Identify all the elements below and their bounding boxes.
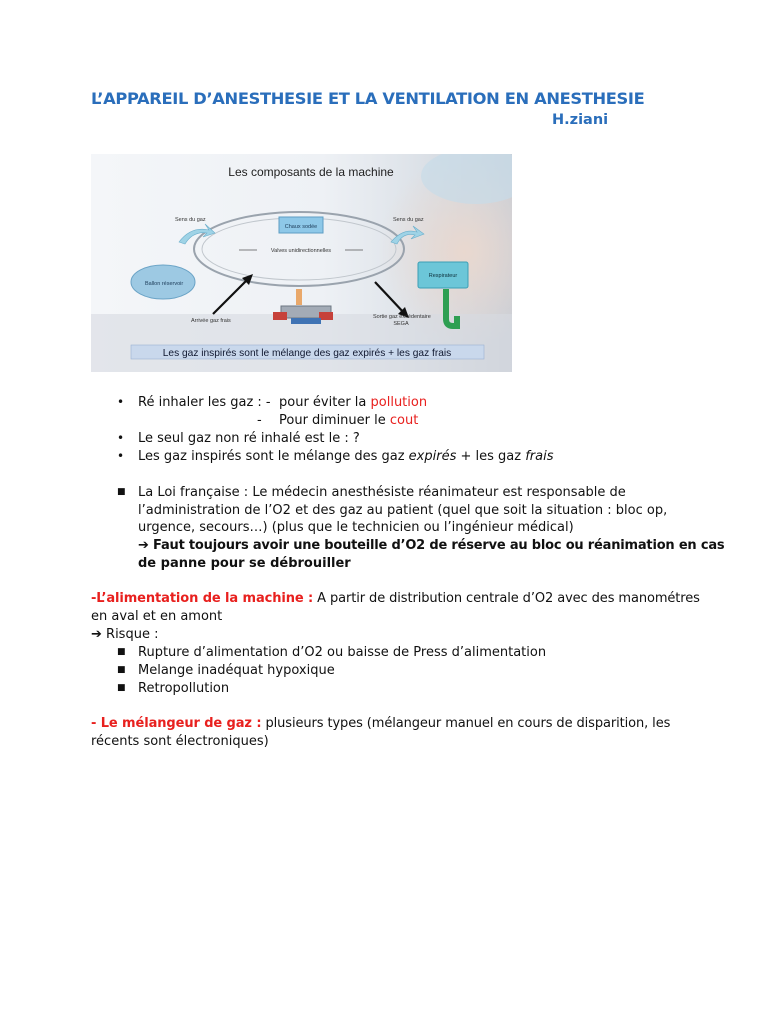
reinhale-prefix: Ré inhaler les gaz : -	[138, 395, 271, 410]
alimentation-heading: -L’alimentation de la machine :	[91, 591, 314, 606]
alimentation-line-1	[91, 590, 700, 608]
square-bullet: ■	[117, 683, 126, 693]
sens-gaz-right-label: Sens du gaz	[393, 217, 424, 223]
gaz-inspires-text-b: + les gaz	[456, 449, 526, 464]
alimentation-line-2: en aval et en amont	[91, 609, 223, 624]
list-subitem-cout	[279, 412, 418, 430]
risque-item: Melange inadéquat hypoxique	[138, 663, 335, 678]
valve-blue-part	[291, 318, 321, 324]
bullet-dot: •	[117, 395, 125, 409]
author-name: H.ziani	[552, 112, 609, 128]
ballon-label: Ballon réservoir	[145, 281, 184, 287]
list-item-reinhale	[138, 394, 271, 412]
figure-heading: Les composants de la machine	[228, 165, 394, 179]
loi-bold-line-2: de panne pour se débrouiller	[138, 556, 351, 571]
risque-item: Rupture d’alimentation d’O2 ou baisse de Press d’alimentation	[138, 645, 547, 660]
respirateur-label: Respirateur	[428, 273, 458, 279]
list-item-gaz-inspires	[138, 448, 553, 466]
expires-word: expirés	[408, 449, 457, 464]
valves-label: Valves unidirectionnelles	[270, 248, 332, 254]
machine-diagram	[91, 154, 512, 372]
valve-stem	[296, 289, 302, 305]
cout-word: cout	[389, 413, 419, 428]
frais-word: frais	[525, 449, 554, 464]
chaux-label: Chaux sodée	[284, 224, 318, 230]
bullet-dot: •	[117, 431, 125, 445]
valve-red-part-right	[319, 312, 333, 320]
risque-label: Risque :	[101, 627, 159, 642]
arrivee-label: Arrivée gaz frais	[191, 318, 231, 324]
loi-bold-text-1: Faut toujours avoir une bouteille d’O2 de réserve au bloc ou réanimation en cas	[148, 538, 725, 553]
risque-line	[91, 626, 158, 644]
loi-line-1: La Loi française : Le médecin anesthésiste réanimateur est responsable de	[138, 485, 626, 500]
machine-components-figure	[91, 154, 512, 372]
risque-item: Retropollution	[138, 681, 230, 696]
page-title: L’APPAREIL D’ANESTHESIE ET LA VENTILATION EN ANESTHESIE	[91, 89, 645, 108]
square-bullet: ■	[117, 487, 126, 497]
melangeur-line-1	[91, 715, 670, 733]
square-bullet: ■	[117, 665, 126, 675]
arrow-right-icon: ➔	[138, 538, 149, 553]
pollution-word: pollution	[370, 395, 428, 410]
loi-line-3: urgence, secours…) (plus que le technicien ou l’ingénieur médical)	[138, 520, 574, 535]
list-subitem-pollution	[279, 394, 427, 412]
list-item-gaz-non-reinhale: Le seul gaz non ré inhalé est le : ?	[138, 431, 360, 446]
pollution-text: pour éviter la	[279, 395, 371, 410]
subitem-dash: -	[257, 413, 262, 428]
alimentation-text-1: A partir de distribution centrale d’O2 avec des manométres	[313, 591, 700, 606]
sens-gaz-left-label: Sens du gaz	[175, 217, 206, 223]
melangeur-text-1: plusieurs types (mélangeur manuel en cours de disparition, les	[261, 716, 671, 731]
melangeur-heading: - Le mélangeur de gaz :	[91, 716, 262, 731]
arrow-right-icon: ➔	[91, 627, 102, 642]
loi-bold-line-1	[138, 537, 724, 555]
square-bullet: ■	[117, 647, 126, 657]
bullet-dot: •	[117, 449, 125, 463]
sega-label: SEGA	[393, 321, 409, 327]
valve-red-part-left	[273, 312, 287, 320]
melangeur-line-2: récents sont électroniques)	[91, 734, 269, 749]
cout-text: Pour diminuer le	[279, 413, 390, 428]
gaz-inspires-text-a: Les gaz inspirés sont le mélange des gaz	[138, 449, 409, 464]
loi-line-2: l’administration de l’O2 et des gaz au patient (quel que soit la situation : bloc op,	[138, 503, 668, 518]
figure-caption: Les gaz inspirés sont le mélange des gaz expirés + les gaz frais	[162, 348, 452, 359]
sortie-label: Sortie gaz excédentaire	[373, 314, 431, 320]
